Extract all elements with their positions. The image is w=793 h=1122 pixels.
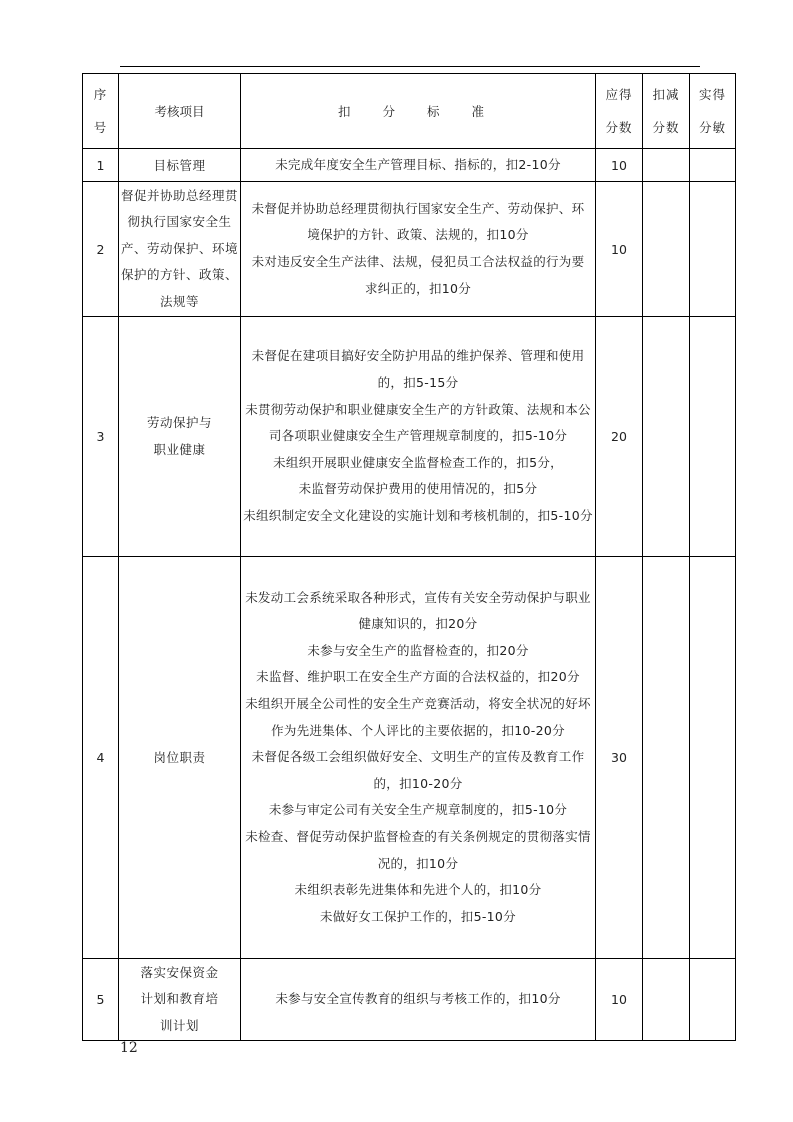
header-seq: 序 号 <box>83 74 119 149</box>
row-number: 5 <box>83 959 119 1041</box>
page-number: 12 <box>120 1040 138 1056</box>
row-criteria: 未发动工会系统采取各种形式，宣传有关安全劳动保护与职业健康知识的，扣20分 未参与安全生产的监督检查的，扣20分 未监督、维护职工在安全生产方面的合法权益的，扣20分 未组织开展全公司性的安全生产竞赛活动，将安全状况的好坏作为先进集体、个人评比的主要依据的，扣10-20分 未督促各级工会组织做好安全、文明生产的宣传及教育工作的，扣10-20分 未参与审定公司有关安全生产规章制度的，扣5-10分 未检查、督促劳动保护监督检查的有关条例规定的贯彻落实情况的，扣10分 未组织表彰先进集体和先进个人的，扣10分 未做好女工保护工作的，扣5-10分 <box>241 557 596 959</box>
row-number: 2 <box>83 182 119 317</box>
row-item: 劳动保护与职业健康 <box>119 317 241 557</box>
row-deduct-score <box>643 149 690 182</box>
row-item: 督促并协助总经理贯彻执行国家安全生产、劳动保护、环境保护的方针、政策、法规等 <box>119 182 241 317</box>
table-header-row <box>83 74 736 149</box>
row-number: 1 <box>83 149 119 182</box>
table-row <box>83 557 736 959</box>
table-row <box>83 317 736 557</box>
table-row <box>83 959 736 1041</box>
row-actual-score <box>690 317 736 557</box>
table-row <box>83 182 736 317</box>
row-actual-score <box>690 959 736 1041</box>
row-criteria: 未参与安全宣传教育的组织与考核工作的，扣10分 <box>241 959 596 1041</box>
row-deduct-score <box>643 959 690 1041</box>
assessment-table <box>82 73 736 1041</box>
row-deduct-score <box>643 182 690 317</box>
row-number: 4 <box>83 557 119 959</box>
header-standard: 扣 分 标 准 <box>241 74 596 149</box>
row-number: 3 <box>83 317 119 557</box>
row-due-score: 10 <box>596 149 643 182</box>
table-row <box>83 149 736 182</box>
header-due-score: 应得 分数 <box>596 74 643 149</box>
row-criteria: 未完成年度安全生产管理目标、指标的，扣2-10分 <box>241 149 596 182</box>
row-deduct-score <box>643 317 690 557</box>
row-actual-score <box>690 149 736 182</box>
header-deduct-score: 扣减 分数 <box>643 74 690 149</box>
row-due-score: 10 <box>596 182 643 317</box>
header-item: 考核项目 <box>119 74 241 149</box>
row-due-score: 20 <box>596 317 643 557</box>
header-rule <box>120 66 700 67</box>
row-due-score: 10 <box>596 959 643 1041</box>
row-due-score: 30 <box>596 557 643 959</box>
row-item: 落实安保资金计划和教育培训计划 <box>119 959 241 1041</box>
row-item: 岗位职责 <box>119 557 241 959</box>
header-actual-score: 实得 分敏 <box>690 74 736 149</box>
row-criteria: 未督促在建项目搞好安全防护用品的维护保养、管理和使用的，扣5-15分 未贯彻劳动保护和职业健康安全生产的方针政策、法规和本公司各项职业健康安全生产管理规章制度的，扣5-10分 未组织开展职业健康安全监督检查工作的，扣5分， 未监督劳动保护费用的使用情况的，扣5分 未组织制定安全文化建设的实施计划和考核机制的，扣5-10分 <box>241 317 596 557</box>
row-actual-score <box>690 557 736 959</box>
row-deduct-score <box>643 557 690 959</box>
row-actual-score <box>690 182 736 317</box>
row-item: 目标管理 <box>119 149 241 182</box>
row-criteria: 未督促并协助总经理贯彻执行国家安全生产、劳动保护、环境保护的方针、政策、法规的，扣10分 未对违反安全生产法律、法规，侵犯员工合法权益的行为要求纠正的，扣10分 <box>241 182 596 317</box>
